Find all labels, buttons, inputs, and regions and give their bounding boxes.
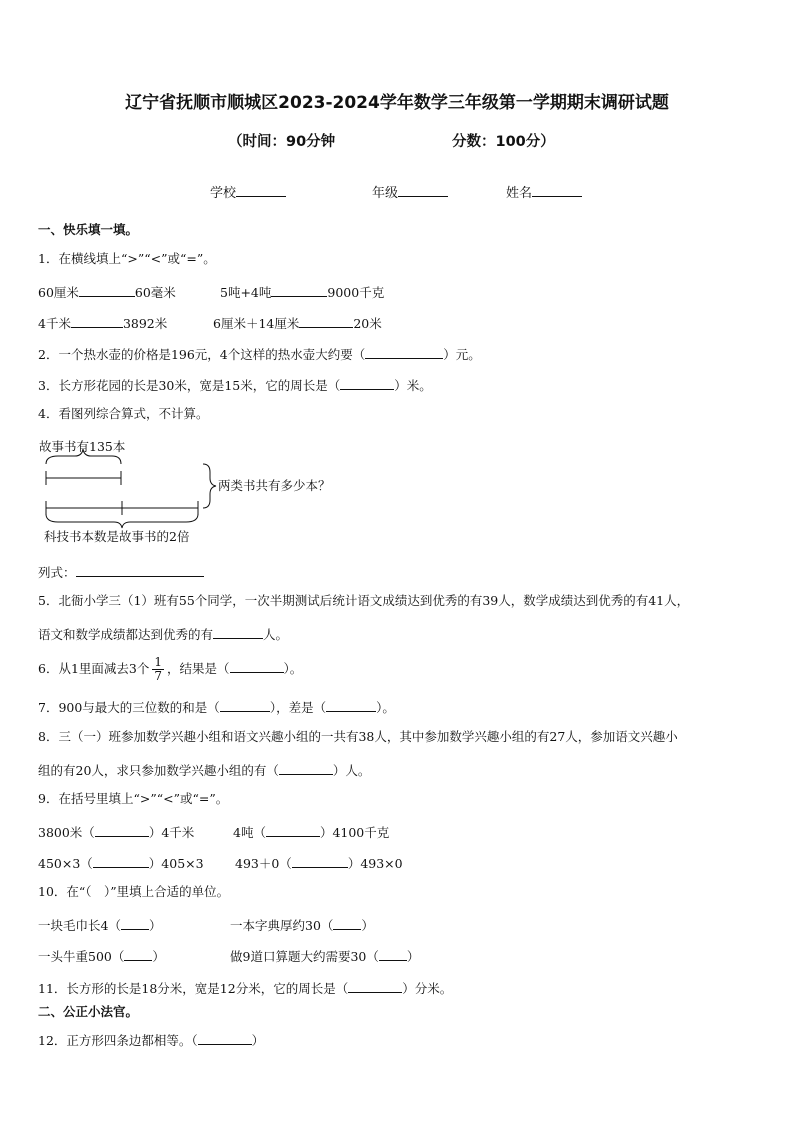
section-1-title: 一、快乐填一填。 [38, 222, 139, 237]
q6: 6．从1里面减去3个 $\frac{1}{7}$ ，结果是（ ）。 [38, 655, 303, 683]
answer-blank[interactable] [333, 915, 361, 930]
q8-line2: 组的有20人，求只参加数学兴趣小组的有（ ）人。 [38, 760, 370, 779]
q1-row1b: 5吨+4吨 9000千克 [220, 282, 384, 301]
q5-line1: 5．北衙小学三（1）班有55个同学，一次半期测试后统计语文成绩达到优秀的有39人，数学成绩达到优秀的有41人， [38, 593, 690, 608]
q1-row1a: 60厘米 60毫米 [38, 282, 176, 301]
q10-row2b: 做9道口算题大约需要30（ ） [230, 946, 419, 965]
answer-blank[interactable] [271, 282, 327, 297]
q9-row2a: 450×3（ ）405×3 [38, 853, 204, 872]
diagram-top-label: 故事书有135本 [39, 439, 126, 454]
school-blank[interactable] [236, 182, 286, 197]
answer-blank[interactable] [292, 853, 348, 868]
answer-blank[interactable] [95, 822, 149, 837]
answer-blank[interactable] [379, 946, 407, 961]
grade-label: 年级 [372, 186, 399, 201]
formula-blank[interactable] [76, 562, 204, 577]
name-blank[interactable] [532, 182, 582, 197]
q1-prompt: 1．在横线填上“>”“<”或“=”。 [38, 251, 216, 266]
right-brace [203, 464, 216, 508]
q9-row1b: 4吨（ ）4100千克 [233, 822, 389, 841]
name-field [506, 182, 582, 201]
answer-blank[interactable] [220, 697, 270, 712]
q12: 12．正方形四条边都相等。（ ） [38, 1030, 264, 1049]
q9-prompt: 9．在括号里填上“>”“<”或“=”。 [38, 791, 229, 806]
q3: 3．长方形花园的长是30米，宽是15米，它的周长是（ ）米。 [38, 375, 432, 394]
diagram-bottom-label: 科技书本数是故事书的2倍 [44, 529, 190, 544]
answer-blank[interactable] [71, 313, 123, 328]
answer-blank[interactable] [124, 946, 152, 961]
answer-blank[interactable] [79, 282, 135, 297]
q1-row2b: 6厘米＋14厘米 20米 [213, 313, 382, 332]
score-label: 分数：100分） [452, 134, 555, 150]
answer-blank[interactable] [121, 915, 149, 930]
diagram-right-label: 两类书共有多少本？ [218, 478, 331, 493]
page-title: 辽宁省抚顺市顺城区2023-2024学年数学三年级第一学期期末调研试题 [125, 93, 669, 113]
answer-blank[interactable] [93, 853, 149, 868]
time-label: （时间：90分钟 [228, 134, 336, 150]
school-label: 学校 [210, 186, 237, 201]
q9-row2b: 493＋0（ ）493×0 [235, 853, 403, 872]
fraction-one-seventh: $\frac{1}{7}$ [154, 655, 162, 683]
q4-formula: 列式： [38, 562, 204, 581]
answer-blank[interactable] [340, 375, 394, 390]
q5-line2: 语文和数学成绩都达到优秀的有 人。 [38, 624, 288, 643]
section-2-title: 二、公正小法官。 [38, 1004, 139, 1019]
q4-line-segment-diagram [36, 434, 366, 550]
q1-row2a: 4千米 3892米 [38, 313, 167, 332]
q10-row2a: 一头牛重500（ ） [38, 946, 165, 965]
q11: 11．长方形的长是18分米，宽是12分米，它的周长是（ ）分米。 [38, 978, 452, 997]
q10-prompt: 10．在“（ ）”里填上合适的单位。 [38, 884, 230, 899]
q9-row1a: 3800米（ ）4千米 [38, 822, 194, 841]
answer-blank[interactable] [326, 697, 376, 712]
answer-blank[interactable] [348, 978, 402, 993]
grade-blank[interactable] [398, 182, 448, 197]
q10-row1a: 一块毛巾长4（ ） [38, 915, 161, 934]
name-label: 姓名 [506, 186, 533, 201]
school-field [210, 182, 286, 201]
answer-blank[interactable] [230, 658, 284, 673]
q4-prompt: 4．看图列综合算式，不计算。 [38, 406, 209, 421]
answer-blank[interactable] [198, 1030, 252, 1045]
answer-blank[interactable] [365, 344, 443, 359]
answer-blank[interactable] [299, 313, 353, 328]
grade-field [372, 182, 448, 201]
q2: 2．一个热水壶的价格是196元，4个这样的热水壶大约要（ ）元。 [38, 344, 481, 363]
answer-blank[interactable] [213, 624, 263, 639]
q8-line1: 8．三（一）班参加数学兴趣小组和语文兴趣小组的一共有38人，其中参加数学兴趣小组的有27人，参加语文兴趣小 [38, 729, 678, 744]
answer-blank[interactable] [279, 760, 333, 775]
q7: 7．900与最大的三位数的和是（ ），差是（ ）。 [38, 697, 395, 716]
bottom-brace [46, 514, 198, 528]
answer-blank[interactable] [266, 822, 320, 837]
q10-row1b: 一本字典厚约30（ ） [230, 915, 374, 934]
